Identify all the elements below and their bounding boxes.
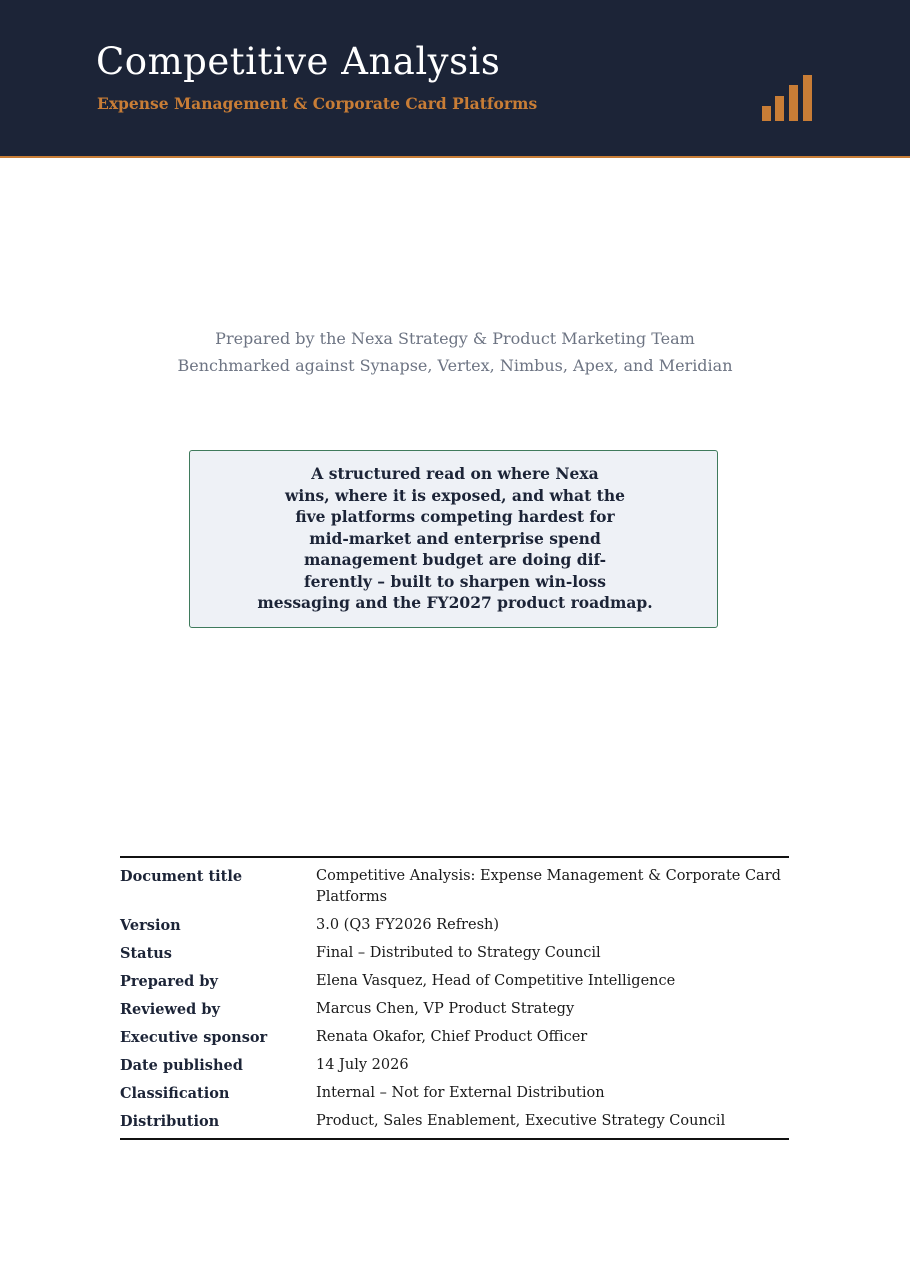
callout-line: management budget are doing dif- bbox=[303, 550, 607, 569]
callout-line: five platforms competing hardest for bbox=[295, 507, 615, 526]
metadata-row bbox=[120, 866, 789, 908]
callout-line: ferently – built to sharpen win-loss bbox=[304, 571, 606, 591]
metadata-label: Version bbox=[120, 917, 181, 934]
metadata-label: Status bbox=[120, 945, 172, 962]
prepared-by-line: Prepared by the Nexa Strategy & Product Marketing Team bbox=[215, 329, 695, 348]
metadata-row bbox=[120, 1111, 789, 1132]
benchmark-line: Benchmarked against Synapse, Vertex, Nimbus, Apex, and Meridian bbox=[177, 356, 733, 375]
metadata-value: Marcus Chen, VP Product Strategy bbox=[316, 1001, 575, 1017]
document-subtitle: Expense Management & Corporate Card Platforms bbox=[97, 94, 538, 113]
callout-line: messaging and the FY2027 product roadmap. bbox=[257, 593, 653, 612]
metadata-value: 14 July 2026 bbox=[316, 1057, 409, 1073]
metadata-row bbox=[120, 1083, 789, 1104]
document-title: Competitive Analysis bbox=[96, 40, 501, 83]
metadata-value: Final – Distributed to Strategy Council bbox=[316, 945, 601, 961]
metadata-value: Competitive Analysis: Expense Management & Corporate Card Platforms bbox=[316, 868, 781, 905]
metadata-label: Executive sponsor bbox=[120, 1029, 268, 1046]
metadata-value: Elena Vasquez, Head of Competitive Intelligence bbox=[316, 973, 676, 989]
metadata-label: Classification bbox=[120, 1085, 230, 1102]
metadata-value: 3.0 (Q3 FY2026 Refresh) bbox=[316, 917, 500, 933]
callout-line: wins, where it is exposed, and what the bbox=[285, 485, 625, 505]
metadata-label: Date published bbox=[120, 1057, 243, 1074]
prepared-by-block bbox=[0, 325, 910, 379]
metadata-value: Internal – Not for External Distribution bbox=[316, 1085, 605, 1101]
title-banner bbox=[0, 0, 910, 158]
callout-line: A structured read on where Nexa bbox=[311, 464, 599, 483]
document-metadata-table bbox=[120, 856, 789, 1140]
metadata-row bbox=[120, 999, 789, 1020]
metadata-label: Reviewed by bbox=[120, 1001, 220, 1018]
metadata-label: Distribution bbox=[120, 1113, 220, 1130]
metadata-row bbox=[120, 971, 789, 992]
metadata-row bbox=[120, 1055, 789, 1076]
metadata-row bbox=[120, 915, 789, 936]
summary-callout-text bbox=[0, 463, 910, 614]
metadata-value: Product, Sales Enablement, Executive Strategy Council bbox=[316, 1113, 726, 1129]
bar-chart-icon bbox=[761, 74, 815, 122]
metadata-row bbox=[120, 943, 789, 964]
metadata-label: Document title bbox=[120, 868, 243, 885]
metadata-row bbox=[120, 1027, 789, 1048]
metadata-label: Prepared by bbox=[120, 973, 218, 990]
metadata-value: Renata Okafor, Chief Product Officer bbox=[316, 1029, 588, 1045]
callout-line: mid-market and enterprise spend bbox=[309, 528, 601, 548]
